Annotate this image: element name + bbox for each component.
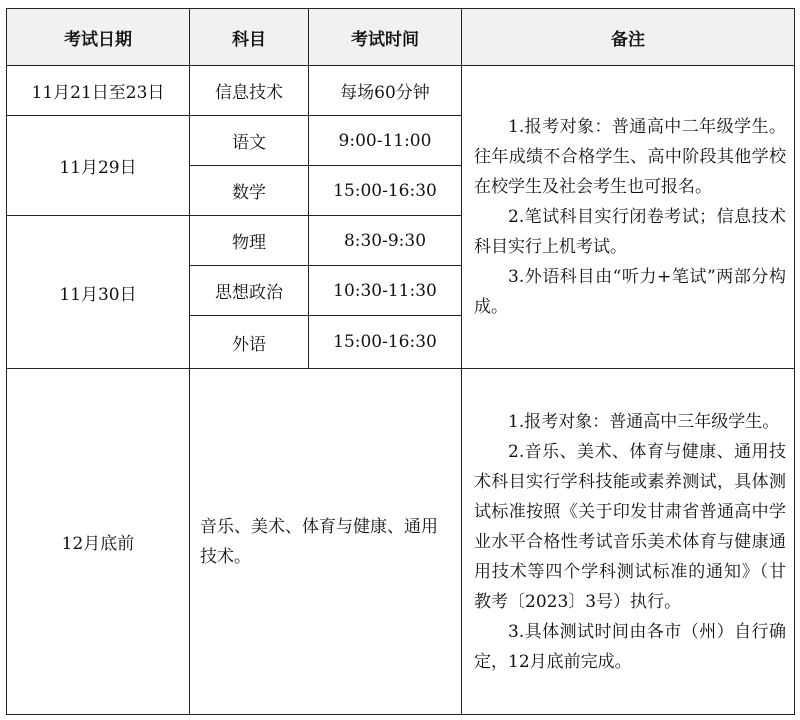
header-exam-time: 考试时间 bbox=[309, 9, 462, 66]
note-paragraph: 2.音乐、美术、体育与健康、通用技术科目实行学科技能或素养测试，具体测试标准按照《关于印发甘肃省普通高中学业水平合格性考试音乐美术体育与健康通用技术等四个学科测试标准的通知》（甘教考〔2023〕3号）执行。 bbox=[474, 441, 786, 612]
subject-cell: 外语 bbox=[190, 316, 309, 369]
subject-cell: 思想政治 bbox=[190, 266, 309, 316]
table-row bbox=[7, 66, 795, 116]
exam-time-cell: 10:30-11:30 bbox=[309, 266, 462, 316]
note-paragraph: 2.笔试科目实行闭卷考试；信息技术科目实行上机考试。 bbox=[474, 207, 786, 257]
note-paragraph: 1.报考对象：普通高中二年级学生。往年成绩不合格学生、高中阶段其他学校在校学生及社会考生也可报名。 bbox=[474, 117, 786, 197]
exam-schedule-table bbox=[6, 8, 795, 715]
subjects-cell: 音乐、美术、体育与健康、通用技术。 bbox=[190, 369, 462, 715]
header-exam-date: 考试日期 bbox=[7, 9, 190, 66]
header-row bbox=[7, 9, 795, 66]
exam-time-cell: 9:00-11:00 bbox=[309, 116, 462, 166]
notes-cell-group1 bbox=[462, 66, 795, 369]
exam-time-cell: 15:00-16:30 bbox=[309, 316, 462, 369]
exam-date-cell: 11月30日 bbox=[7, 216, 190, 369]
note-paragraph: 1.报考对象：普通高中三年级学生。 bbox=[508, 411, 780, 432]
exam-time-cell: 15:00-16:30 bbox=[309, 166, 462, 216]
subject-cell: 物理 bbox=[190, 216, 309, 266]
subject-cell: 信息技术 bbox=[190, 66, 309, 116]
subject-cell: 语文 bbox=[190, 116, 309, 166]
exam-time-cell: 8:30-9:30 bbox=[309, 216, 462, 266]
table-row bbox=[7, 369, 795, 715]
header-notes: 备注 bbox=[462, 9, 795, 66]
note-paragraph: 3.具体测试时间由各市（州）自行确定，12月底前完成。 bbox=[474, 621, 786, 672]
exam-date-cell: 12月底前 bbox=[7, 369, 190, 715]
header-subject: 科目 bbox=[190, 9, 309, 66]
exam-date-cell: 11月29日 bbox=[7, 116, 190, 216]
notes-cell-group2 bbox=[462, 369, 795, 715]
exam-time-cell: 每场60分钟 bbox=[309, 66, 462, 116]
subject-cell: 数学 bbox=[190, 166, 309, 216]
note-paragraph: 3.外语科目由“听力+笔试”两部分构成。 bbox=[474, 267, 786, 317]
exam-date-cell: 11月21日至23日 bbox=[7, 66, 190, 116]
